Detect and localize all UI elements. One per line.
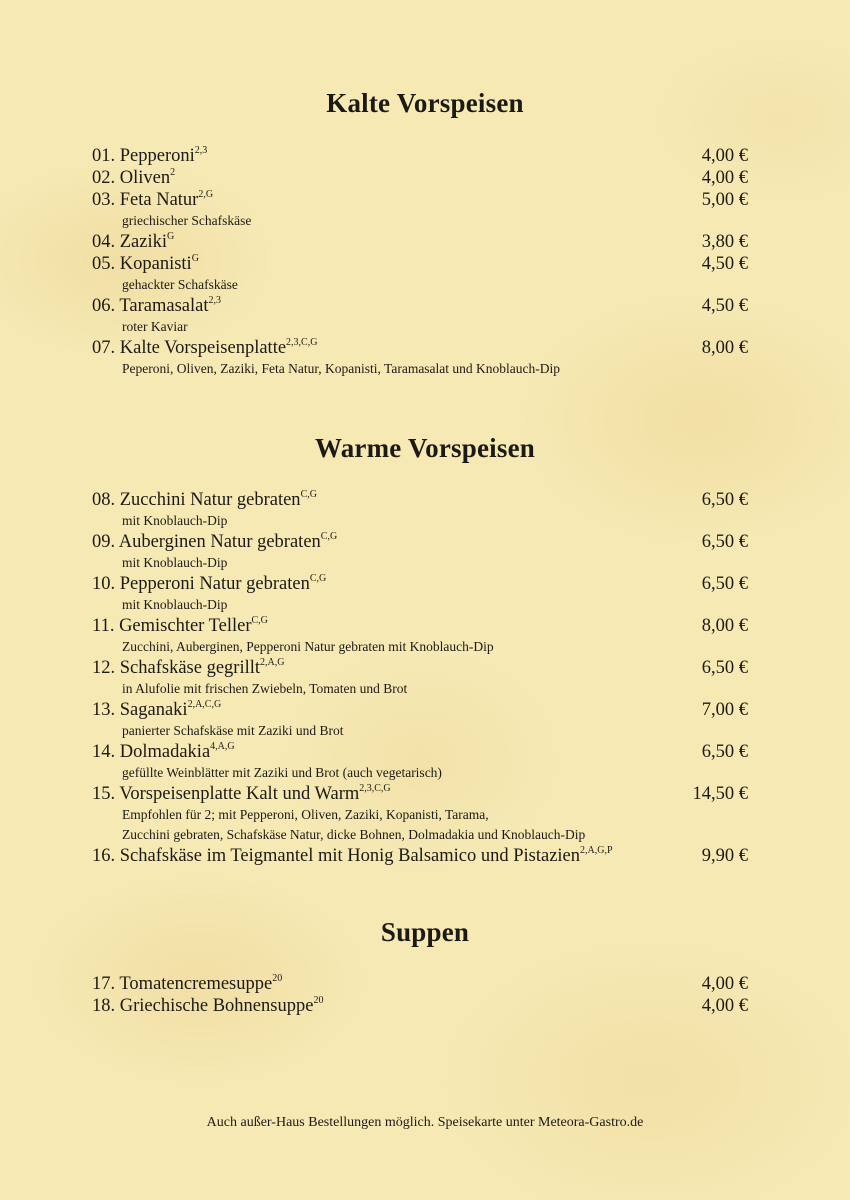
footer-note: Auch außer-Haus Bestellungen möglich. Speisekarte unter Meteora-Gastro.de xyxy=(206,1115,644,1130)
allergen-codes: 2,3,C,G xyxy=(286,337,318,348)
menu-item-price: 4,00 € xyxy=(701,996,748,1016)
allergen-codes: C,G xyxy=(251,615,268,626)
menu-item-name xyxy=(92,145,207,167)
menu-item-line xyxy=(92,145,752,167)
menu-item-description: griechischer Schafskäse xyxy=(122,213,252,228)
menu-item-price: 3,80 € xyxy=(701,232,748,252)
menu-item-line xyxy=(92,295,752,317)
menu-item-line xyxy=(92,783,752,805)
menu-item-line xyxy=(92,973,752,995)
allergen-codes: 2,3 xyxy=(194,145,208,156)
menu-item-name xyxy=(92,489,317,511)
menu-item-description: Peperoni, Oliven, Zaziki, Feta Natur, Kopanisti, Taramasalat und Knoblauch-Dip xyxy=(122,361,561,376)
menu-item-title: 06. Taramasalat xyxy=(92,296,209,316)
menu-item xyxy=(92,845,752,867)
menu-item-price: 6,50 € xyxy=(701,574,748,594)
menu-item-price: 6,50 € xyxy=(701,532,748,552)
menu-item xyxy=(92,489,752,531)
menu-item xyxy=(92,995,752,1017)
menu-item xyxy=(92,657,752,699)
menu-item-name xyxy=(92,741,235,763)
allergen-codes: G xyxy=(167,231,175,242)
menu-item-price: 4,00 € xyxy=(701,146,748,166)
menu-item-name xyxy=(92,573,326,595)
menu-item-description: in Alufolie mit frischen Zwiebeln, Tomaten und Brot xyxy=(122,681,408,696)
menu-item-price: 8,00 € xyxy=(701,338,748,358)
menu-item-title: 18. Griechische Bohnensuppe xyxy=(92,996,314,1016)
allergen-codes: G xyxy=(191,253,199,264)
menu-item-line xyxy=(92,167,752,189)
menu-item-price: 4,00 € xyxy=(701,974,748,994)
menu-item xyxy=(92,531,752,573)
menu-item-name xyxy=(92,231,174,253)
menu-item-price: 14,50 € xyxy=(692,784,748,804)
menu-item xyxy=(92,253,752,295)
menu-item-price: 6,50 € xyxy=(701,490,748,510)
allergen-codes: 2,G xyxy=(198,189,214,200)
menu-item xyxy=(92,295,752,337)
menu-item-title: 08. Zucchini Natur gebraten xyxy=(92,490,301,510)
section-warme-vorspeisen xyxy=(0,433,850,464)
allergen-codes: 20 xyxy=(272,973,283,984)
menu-item-title: 09. Auberginen Natur gebraten xyxy=(92,532,321,552)
allergen-codes: C,G xyxy=(300,489,317,500)
menu-item-name xyxy=(92,995,323,1017)
item-list-suppen xyxy=(92,973,752,1017)
menu-item-name xyxy=(92,253,199,275)
menu-item-title: 17. Tomatencremesuppe xyxy=(92,974,273,994)
menu-item-description: gefüllte Weinblätter mit Zaziki und Brot (auch vegetarisch) xyxy=(122,765,442,780)
menu-item-name xyxy=(92,783,391,805)
menu-item-line xyxy=(92,489,752,511)
menu-item-title: 03. Feta Natur xyxy=(92,190,199,210)
menu-item-price: 6,50 € xyxy=(701,658,748,678)
section-title: Kalte Vorspeisen xyxy=(326,88,524,118)
menu-item-description: Empfohlen für 2; mit Pepperoni, Oliven, Zaziki, Kopanisti, Tarama, Zucchini gebraten, Schafskäse Natur, dicke Bohnen, Dolmadakia und Knoblauch-Dip xyxy=(122,807,586,842)
menu-item-price: 4,50 € xyxy=(701,296,748,316)
menu-item-line xyxy=(92,615,752,637)
menu-item xyxy=(92,337,752,379)
menu-item xyxy=(92,167,752,189)
menu-item-name xyxy=(92,973,282,995)
menu-item-line xyxy=(92,231,752,253)
menu-item xyxy=(92,741,752,783)
menu-item-description: panierter Schafskäse mit Zaziki und Brot xyxy=(122,723,344,738)
menu-item-title: 16. Schafskäse im Teigmantel mit Honig Balsamico und Pistazien xyxy=(92,846,581,866)
allergen-codes: 2,A,G xyxy=(260,657,285,668)
menu-item-description: Zucchini, Auberginen, Pepperoni Natur gebraten mit Knoblauch-Dip xyxy=(122,639,494,654)
allergen-codes: 2,A,C,G xyxy=(187,699,222,710)
menu-item-price: 9,90 € xyxy=(701,846,748,866)
menu-item-price: 8,00 € xyxy=(701,616,748,636)
menu-item-description: mit Knoblauch-Dip xyxy=(122,555,228,570)
menu-item-title: 14. Dolmadakia xyxy=(92,742,211,762)
menu-item xyxy=(92,231,752,253)
section-title: Warme Vorspeisen xyxy=(315,433,535,463)
allergen-codes: 2,A,G,P xyxy=(580,845,613,856)
allergen-codes: C,G xyxy=(309,573,327,584)
menu-item xyxy=(92,189,752,231)
menu-item-description: mit Knoblauch-Dip xyxy=(122,513,228,528)
allergen-codes: 2,3 xyxy=(208,295,222,306)
menu-item-line xyxy=(92,189,752,211)
menu-item-title: 12. Schafskäse gegrillt xyxy=(92,658,260,678)
menu-item xyxy=(92,973,752,995)
menu-item-name xyxy=(92,657,284,679)
menu-item-line xyxy=(92,337,752,359)
allergen-codes: 2,3,C,G xyxy=(359,783,391,794)
menu-item-name xyxy=(92,699,221,721)
menu-item-price: 4,00 € xyxy=(701,168,748,188)
menu-item-name xyxy=(92,615,268,637)
menu-item xyxy=(92,573,752,615)
menu-item-price: 5,00 € xyxy=(701,190,748,210)
menu-item-line xyxy=(92,657,752,679)
menu-item-title: 01. Pepperoni xyxy=(92,146,195,166)
item-list-warme-vorspeisen xyxy=(92,489,752,867)
menu-item-line xyxy=(92,699,752,721)
menu-item-line xyxy=(92,741,752,763)
menu-item-description: roter Kaviar xyxy=(122,319,188,334)
section-suppen xyxy=(0,917,850,948)
allergen-codes: 2 xyxy=(170,167,176,178)
menu-item-line xyxy=(92,253,752,275)
menu-item-name xyxy=(92,189,213,211)
menu-item-name xyxy=(92,295,221,317)
menu-item xyxy=(92,783,752,845)
menu-item-title: 11. Gemischter Teller xyxy=(92,616,252,636)
allergen-codes: C,G xyxy=(320,531,338,542)
menu-item-title: 04. Zaziki xyxy=(92,232,168,252)
menu-item-line xyxy=(92,995,752,1017)
menu-item xyxy=(92,145,752,167)
menu-item-price: 4,50 € xyxy=(701,254,748,274)
menu-item-name xyxy=(92,531,337,553)
menu-item-line xyxy=(92,531,752,553)
menu-item-line xyxy=(92,573,752,595)
menu-item-title: 05. Kopanisti xyxy=(92,254,192,274)
menu-item-name xyxy=(92,337,317,359)
allergen-codes: 20 xyxy=(313,995,324,1006)
menu-item-price: 7,00 € xyxy=(701,700,748,720)
allergen-codes: 4,A,G xyxy=(210,741,235,752)
menu-item-description: gehackter Schafskäse xyxy=(122,277,238,292)
section-title: Suppen xyxy=(380,917,470,947)
menu-item-title: 13. Saganaki xyxy=(92,700,188,720)
menu-item xyxy=(92,615,752,657)
item-list-kalte-vorspeisen xyxy=(92,145,752,379)
menu-item-line xyxy=(92,845,752,867)
menu-item-title: 02. Oliven xyxy=(92,168,171,188)
section-kalte-vorspeisen xyxy=(0,88,850,119)
menu-item-description: mit Knoblauch-Dip xyxy=(122,597,228,612)
menu-item-title: 07. Kalte Vorspeisenplatte xyxy=(92,338,287,358)
menu-item-name xyxy=(92,845,613,867)
menu-item xyxy=(92,699,752,741)
menu-item-title: 15. Vorspeisenplatte Kalt und Warm xyxy=(92,784,360,804)
menu-item-price: 6,50 € xyxy=(701,742,748,762)
menu-item-title: 10. Pepperoni Natur gebraten xyxy=(92,574,310,594)
menu-item-name xyxy=(92,167,175,189)
